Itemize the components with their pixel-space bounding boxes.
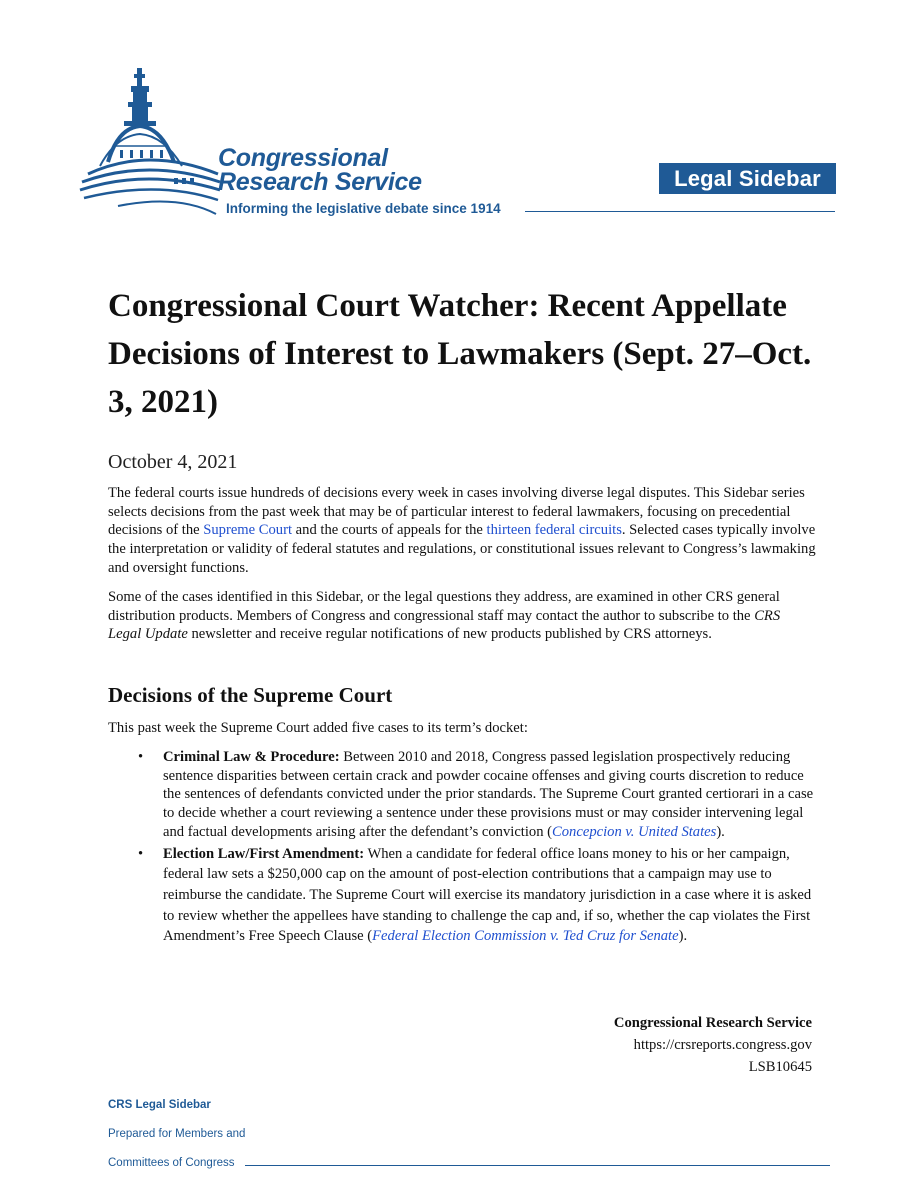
- footer-url[interactable]: https://crsreports.congress.gov: [633, 1037, 812, 1053]
- case-link-text: Concepcion v. United States: [552, 823, 717, 840]
- footer-series: [108, 1099, 245, 1186]
- text-span: The federal courts issue hundreds of decisions every week in cases involving diverse legal disputes. This Sidebar series selects decisions from the past week that may be of particular interest to federal lawmakers, focusing on precedential decisions of the: [108, 485, 805, 539]
- footer-divider: [245, 1165, 830, 1166]
- org-name-line1: Congressional: [218, 144, 388, 172]
- case-label: Criminal Law & Procedure:: [163, 749, 340, 765]
- case-text: Between 2010 and 2018, Congress passed legislation prospectively reducing sentence disparities between certain crack and powder cocaine offenses and giving courts discretion to reduce the sentences of defendants convicted under the prior standards. The Supreme Court granted certiorari in a case to decide whether a court reviewing a sentence under these provisions must or may consider intervening legal and factual developments arising after the defendant’s conviction (: [163, 749, 814, 840]
- case-list: [108, 748, 818, 949]
- document-title: Congressional Court Watcher: Recent Appellate Decisions of Interest to Lawmakers (Sept. 27–Oct. 3, 2021): [108, 288, 812, 420]
- case-link[interactable]: [372, 928, 678, 944]
- intro-paragraph: [108, 484, 816, 578]
- bullet-icon: •: [138, 845, 144, 862]
- footer-series-title: CRS Legal Sidebar: [108, 1099, 211, 1111]
- case-label: Election Law/First Amendment:: [163, 845, 365, 862]
- case-link-text: Federal Election Commission v. Ted Cruz for Senate: [372, 928, 679, 945]
- section-intro: This past week the Supreme Court added five cases to its term’s docket:: [108, 720, 528, 736]
- org-tagline: Informing the legislative debate since 1914: [226, 201, 501, 216]
- text-span: newsletter and receive regular notifications of new products published by CRS attorneys.: [187, 626, 712, 643]
- subscription-paragraph: [108, 588, 816, 644]
- case-text: When a candidate for federal office loans money to his or her campaign, federal law sets a $250,000 cap on the amount of post-election contributions that a campaign may use to reimburse the candidate. The Supreme Court will exercise its mandatory jurisdiction in a case where it is asked to review whether the appellees have standing to challenge the cap and, if so, whether the cap violates the First Amendment’s Free Speech Clause (: [163, 845, 812, 945]
- report-id: LSB10645: [748, 1059, 812, 1075]
- federal-circuits-link[interactable]: thirteen federal circuits: [486, 522, 622, 539]
- org-name: [218, 146, 422, 194]
- text-span: . Selected cases typically involve the interpretation or validity of federal statutes and regulations, or constitutional issues relevant to Congress’s lawmaking and oversight functions.: [108, 522, 816, 576]
- tagline-divider: [525, 211, 835, 212]
- text-span: ).: [678, 928, 688, 945]
- footer-committees-line: Committees of Congress: [108, 1157, 235, 1169]
- text-span: and the courts of appeals for the: [292, 522, 487, 539]
- text-span: Some of the cases identified in this Sidebar, or the legal questions they address, are examined in other CRS general distribution products. Members of Congress and congressional staff may contact the author to subscribe to the: [108, 589, 780, 624]
- legal-sidebar-badge: Legal Sidebar: [659, 163, 836, 194]
- supreme-court-link[interactable]: Supreme Court: [203, 522, 293, 539]
- footer-info: [614, 1012, 812, 1078]
- section-heading: Decisions of the Supreme Court: [108, 683, 393, 707]
- case-link[interactable]: [552, 824, 716, 840]
- list-item: [108, 748, 818, 842]
- org-name-line2: Research Service: [218, 168, 422, 196]
- bullet-icon: •: [138, 749, 144, 765]
- text-span: ).: [716, 823, 725, 840]
- newsletter-name: CRS Legal Update: [108, 607, 781, 643]
- document-date: October 4, 2021: [108, 451, 238, 473]
- footer-org: Congressional Research Service: [613, 1015, 812, 1031]
- list-item: [108, 844, 818, 948]
- footer-prepared-line: Prepared for Members and: [108, 1128, 246, 1140]
